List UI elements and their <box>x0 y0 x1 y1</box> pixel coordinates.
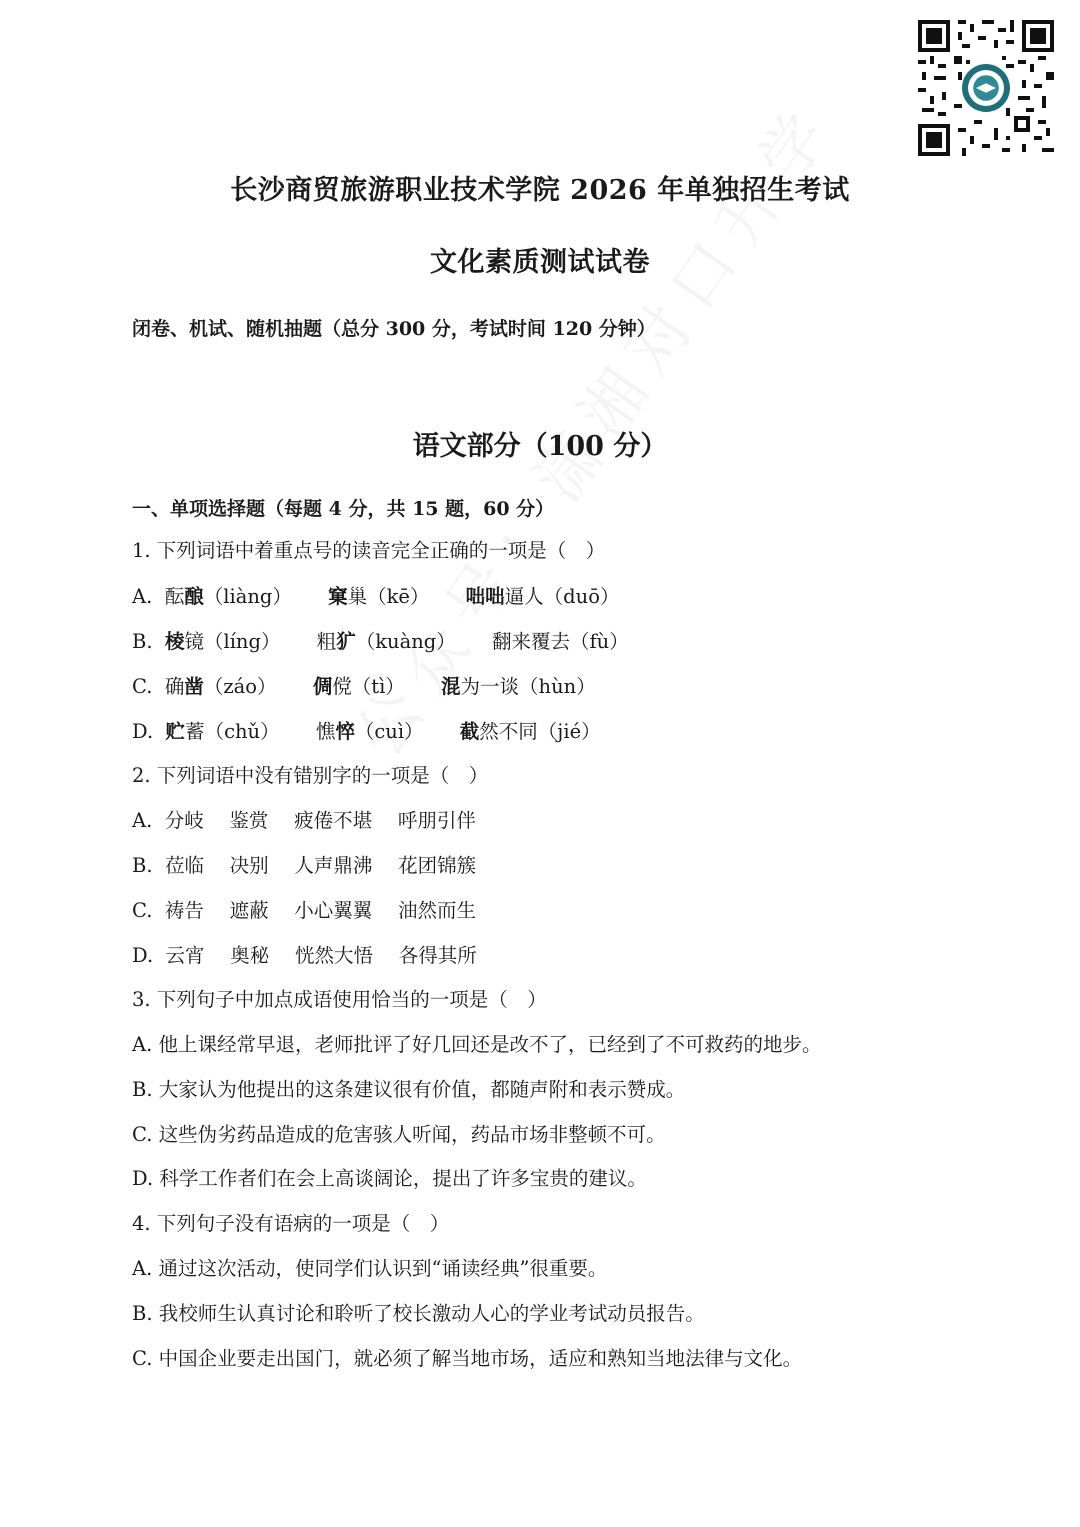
option-text: 棱 <box>164 630 185 653</box>
option-word: 遮蔽 <box>229 899 269 922</box>
option-row <box>132 898 476 924</box>
option-letter: B. <box>132 854 153 877</box>
option-word: 鉴赏 <box>229 809 269 832</box>
option-text: 憔 <box>315 720 336 743</box>
option-text: 窠 <box>328 585 348 608</box>
option-word: 恍然大悟 <box>294 944 373 967</box>
option-text: 巢（kē） <box>347 585 430 608</box>
qr-code-icon <box>918 20 1054 156</box>
option-word: 分岐 <box>164 809 204 832</box>
option-row: A. 通过这次活动，使同学们认识到“诵读经典”很重要。 <box>132 1257 608 1280</box>
option-row: B. 大家认为他提出的这条建议很有价值，都随声附和表示赞成。 <box>132 1078 686 1101</box>
option-letter: C. <box>132 899 153 922</box>
option-word: 云宵 <box>165 944 205 967</box>
option-text: 凿 <box>184 675 204 698</box>
option-text: 咄咄 <box>465 585 505 608</box>
part-title: 一、单项选择题（每题 4 分，共 15 题，60 分） <box>132 498 555 520</box>
option-word: 奥秘 <box>230 944 270 967</box>
option-text: （záo） <box>203 675 277 698</box>
option-text: 逼人（duō） <box>504 585 620 608</box>
option-row: A. 他上课经常早退，老师批评了好几回还是改不了，已经到了不可救药的地步。 <box>132 1033 822 1056</box>
option-text: 蓄（chǔ） <box>185 720 280 743</box>
option-text: 傥（tì） <box>332 675 405 698</box>
option-word: 花团锦簇 <box>398 854 477 877</box>
question-stem: 1. 下列词语中着重点号的读音完全正确的一项是（ ） <box>132 539 606 562</box>
option-text: 酿 <box>184 585 204 608</box>
option-letter: D. <box>132 944 154 967</box>
option-letter: C. <box>132 675 153 698</box>
option-text: 粗 <box>316 630 337 653</box>
option-text: 翻来覆去（fù） <box>491 630 629 653</box>
option-word: 各得其所 <box>398 944 477 967</box>
option-text: 混 <box>441 675 461 698</box>
exam-subtitle: 文化素质测试试卷 <box>430 247 650 278</box>
option-text: 然不同（jié） <box>479 720 601 743</box>
option-word: 小心翼翼 <box>294 899 373 922</box>
option-word: 决别 <box>229 854 269 877</box>
option-text: （cuì） <box>354 720 424 743</box>
option-text: 贮 <box>165 720 186 743</box>
option-word: 莅临 <box>164 854 204 877</box>
option-letter: D. <box>132 720 154 743</box>
option-word: 祷告 <box>164 899 204 922</box>
option-row: C. 中国企业要走出国门，就必须了解当地市场，适应和熟知当地法律与文化。 <box>132 1347 803 1370</box>
option-row <box>132 674 596 700</box>
option-text: 酝 <box>164 585 185 608</box>
option-word: 人声鼎沸 <box>294 854 373 877</box>
option-text: 镜（líng） <box>184 630 281 653</box>
option-text: 截 <box>459 720 480 743</box>
exam-notice: 闭卷、机试、随机抽题（总分 300 分，考试时间 120 分钟） <box>132 318 656 340</box>
option-text: （kuàng） <box>355 630 456 653</box>
option-row: C. 这些伪劣药品造成的危害骇人听闻，药品市场非整顿不可。 <box>132 1123 666 1146</box>
option-text: （liàng） <box>203 585 292 608</box>
question-stem: 3. 下列句子中加点成语使用恰当的一项是（ ） <box>132 988 547 1011</box>
question-stem: 4. 下列句子没有语病的一项是（ ） <box>132 1212 450 1235</box>
option-row: D. 科学工作者们在会上高谈阔论，提出了许多宝贵的建议。 <box>132 1167 647 1190</box>
option-word: 疲倦不堪 <box>294 809 373 832</box>
option-text: 犷 <box>336 630 356 653</box>
option-row: B. 我校师生认真讨论和聆听了校长激动人心的学业考试动员报告。 <box>132 1302 705 1325</box>
option-letter: B. <box>132 630 153 653</box>
option-row <box>132 943 477 969</box>
option-row <box>132 808 476 834</box>
question-stem: 2. 下列词语中没有错别字的一项是（ ） <box>132 764 489 787</box>
option-row <box>132 719 601 745</box>
option-word: 油然而生 <box>398 899 477 922</box>
exam-title: 长沙商贸旅游职业技术学院 2026 年单独招生考试 <box>230 175 850 206</box>
option-text: 确 <box>164 675 185 698</box>
option-letter: A. <box>132 585 153 608</box>
section-title: 语文部分（100 分） <box>412 431 668 462</box>
option-row <box>132 853 476 879</box>
option-row <box>132 629 629 655</box>
option-text: 为一谈（hùn） <box>460 675 596 698</box>
option-word: 呼朋引伴 <box>397 809 476 832</box>
option-text: 悴 <box>335 720 355 743</box>
option-text: 倜 <box>312 675 333 698</box>
option-row <box>132 584 619 610</box>
option-letter: A. <box>132 809 153 832</box>
